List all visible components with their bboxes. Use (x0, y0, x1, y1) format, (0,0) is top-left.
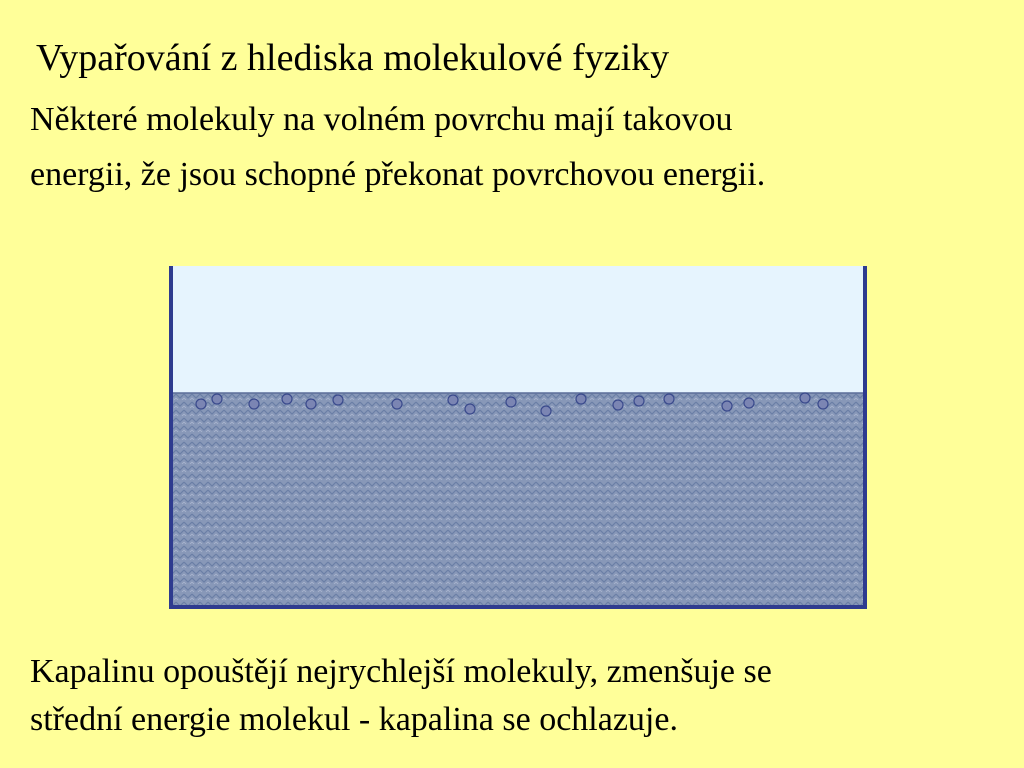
molecule (800, 393, 810, 403)
molecule (541, 406, 551, 416)
molecule (333, 395, 343, 405)
molecule (249, 399, 259, 409)
molecule (722, 401, 732, 411)
molecule (818, 399, 828, 409)
intro-line-1: Některé molekuly na volném povrchu mají takovou (30, 101, 733, 138)
molecule (634, 396, 644, 406)
molecule (392, 399, 402, 409)
molecule (664, 394, 674, 404)
molecule (576, 394, 586, 404)
molecule (465, 404, 475, 414)
conclusion-text (30, 648, 1010, 744)
molecule (744, 398, 754, 408)
air-region (172, 266, 864, 393)
molecule (613, 400, 623, 410)
molecule (212, 394, 222, 404)
molecule (506, 397, 516, 407)
conclusion-line-1: Kapalinu opouštějí nejrychlejší molekuly, zmenšuje se (30, 653, 772, 690)
molecule (282, 394, 292, 404)
molecule (196, 399, 206, 409)
molecule (306, 399, 316, 409)
slide-title: Vypařování z hlediska molekulové fyziky (36, 37, 670, 79)
liquid-region (172, 393, 864, 607)
molecule (448, 395, 458, 405)
intro-line-2: energii, že jsou schopné překonat povrchovou energii. (30, 156, 766, 193)
conclusion-line-2: střední energie molekul - kapalina se ochlazuje. (30, 701, 678, 738)
